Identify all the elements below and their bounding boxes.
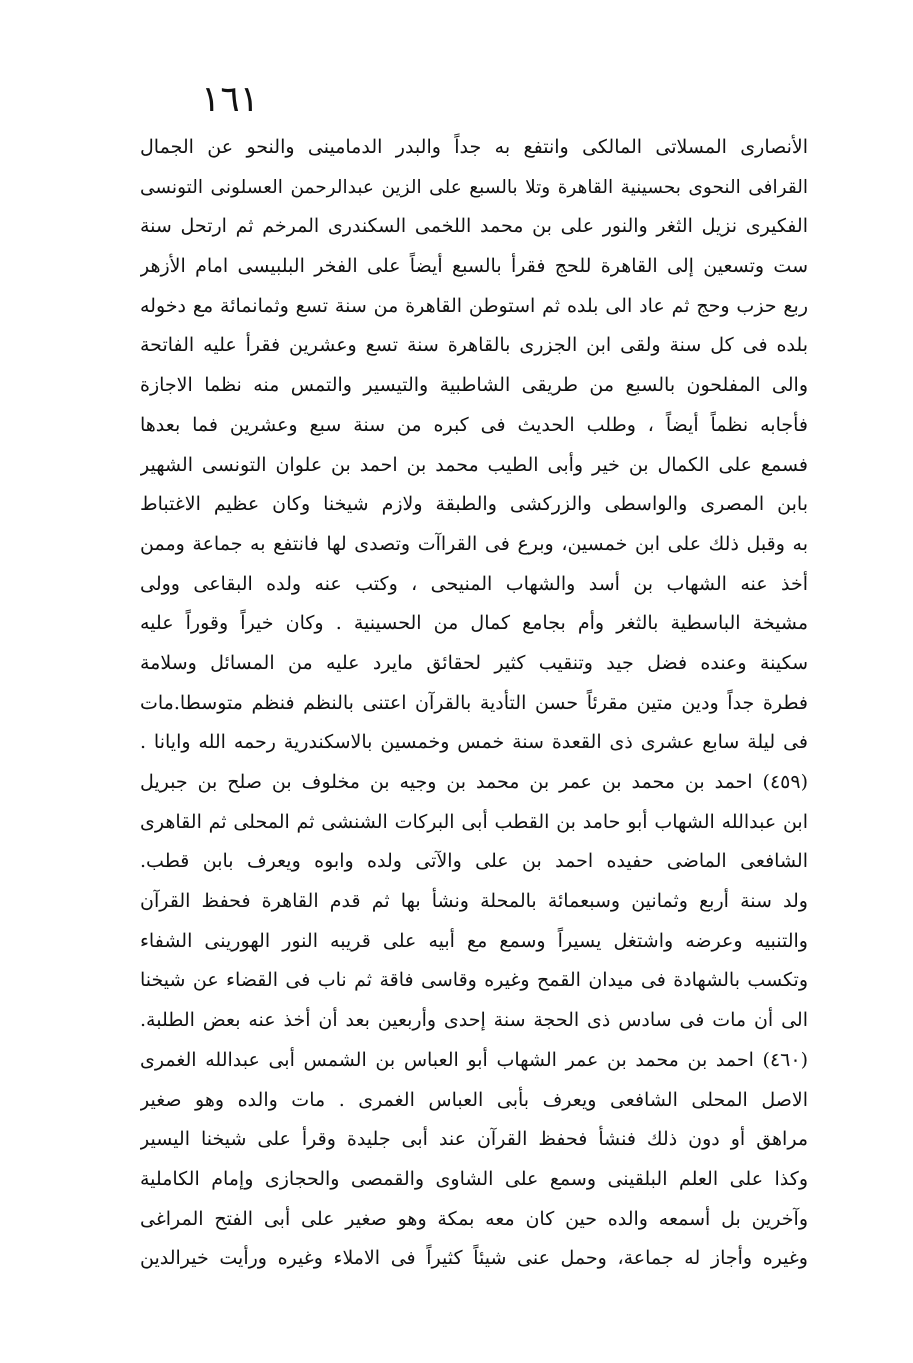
text-line: الاصل المحلى الشافعى ويعرف بأبى العباس الغمرى . مات والده وهو صغير: [140, 1088, 808, 1111]
text-line: مشيخة الباسطية بالثغر وأم بجامع كمال من الحسينية . وكان خيراً وقوراً عليه: [140, 612, 808, 635]
text-line: وكذا على العلم البلقينى وسمع على الشاوى والقمصى والحجازى وإمام الكاملية: [140, 1167, 808, 1190]
text-line: أخذ عنه الشهاب بن أسد والشهاب المنيحى ، وكتب عنه ولده البقاعى وولى: [140, 572, 808, 595]
text-line: ابن عبدالله الشهاب أبو حامد بن القطب أبى البركات الشنشى ثم المحلى ثم القاهرى: [140, 810, 808, 833]
text-line: فأجابه نظماً أيضاً ، وطلب الحديث فى كبره من سنة سبع وعشرين فما بعدها: [140, 413, 808, 436]
text-line: ست وتسعين إلى القاهرة للحج فقرأ بالسبع أيضاً على الفخر البلبيسى امام الأزهر: [140, 255, 808, 278]
text-line: الى أن مات فى سادس ذى الحجة سنة إحدى وأربعين بعد أن أخذ عنه بعض الطلبة.: [140, 1009, 808, 1032]
text-line: الفكيرى نزيل الثغر والنور على بن محمد اللخمى السكندرى المرخم ثم ارتحل سنة: [140, 215, 808, 238]
text-line: سكينة وعنده فضل جيد وتنقيب كثير لحقائق مايرد عليه من المسائل وسلامة: [140, 651, 808, 674]
text-line: وآخرين بل أسمعه والده حين كان معه بمكة وهو صغير على أبى الفتح المراغى: [140, 1207, 808, 1230]
page-text-block: [140, 128, 808, 1279]
entry-460-heading: (٤٦٠) احمد بن محمد بن عمر الشهاب أبو العباس بن الشمس أبى عبدالله الغمرى: [140, 1048, 808, 1071]
entry-459-heading: (٤٥٩) احمد بن محمد بن عمر بن محمد بن وجيه بن مخلوف بن صلح بن جبريل: [140, 771, 808, 793]
text-line: ربع حزب وحج ثم عاد الى بلده ثم استوطن القاهرة من سنة تسع وثمانمائة مع دخوله: [140, 294, 808, 317]
text-line: وغيره وأجاز له جماعة، وحمل عنى شيئاً كثيراً فى الاملاء وغيره ورأيت خيرالدين: [140, 1247, 808, 1270]
text-line: فى ليلة سابع عشرى ذى القعدة سنة خمس وخمسين بالاسكندرية رحمه الله وايانا .: [140, 731, 808, 754]
page-number: ١٦١: [200, 79, 259, 120]
text-line: والتنبيه وعرضه واشتغل يسيراً وسمع مع أبيه على قريبه النور الهورينى الشفاء: [140, 929, 808, 952]
text-line: ولد سنة أربع وثمانين وسبعمائة بالمحلة ونشأ بها ثم قدم القاهرة فحفظ القرآن: [140, 890, 808, 913]
text-line: وتكسب بالشهادة فى ميدان القمح وغيره وقاسى فاقة ثم ناب فى القضاء عن شيخنا: [140, 969, 808, 992]
text-line: فسمع على الكمال بن خير وأبى الطيب محمد بن احمد بن علوان التونسى الشهير: [140, 453, 808, 476]
text-line: بابن المصرى والواسطى والزركشى والطبقة ولازم شيخنا وكان عظيم الاغتباط: [140, 493, 808, 516]
text-line: مراهق أو دون ذلك فنشأ فحفظ القرآن عند أبى جليدة وقرأ على شيخنا اليسير: [140, 1128, 808, 1151]
text-line: بلده فى كل سنة ولقى ابن الجزرى بالقاهرة سنة تسع وعشرين فقرأ عليه الفاتحة: [140, 334, 808, 357]
text-line: الأنصارى المسلاتى المالكى وانتفع به جداً والبدر الدمامينى والنحو عن الجمال: [140, 136, 808, 158]
text-line: الشافعى الماضى حفيده احمد بن على والآتى ولده وابوه ويعرف بابن قطب.: [140, 850, 808, 873]
text-line: به وقبل ذلك على ابن خمسين، وبرع فى القراآت وتصدى لها فانتفع به جماعة وممن: [140, 532, 808, 555]
text-line: القرافى النحوى بحسينية القاهرة وتلا بالسبع على الزين عبدالرحمن العسلونى التونسى: [140, 176, 808, 198]
text-line: فطرة جداً ودين متين مقرئاً حسن التأدية بالقرآن اعتنى بالنظم فنظم متوسطا.مات: [140, 691, 808, 714]
text-line: والى المفلحون بالسبع من طريقى الشاطبية والتيسير والتمس منه نظما الاجازة: [140, 374, 808, 397]
